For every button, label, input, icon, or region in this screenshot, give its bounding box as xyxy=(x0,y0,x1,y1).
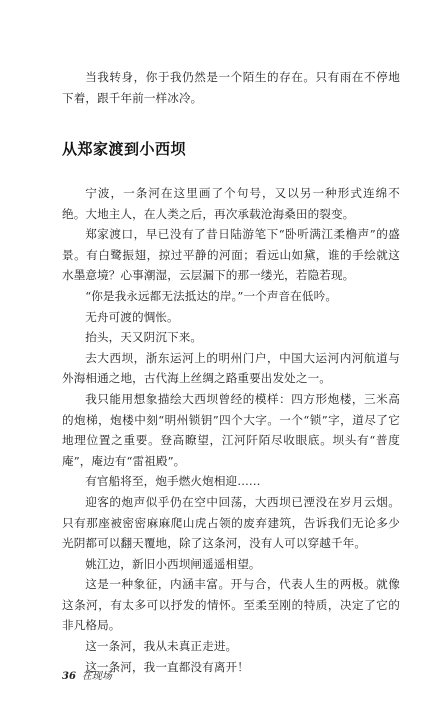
paragraph: 去大西坝，浙东运河上的明州门户，中国大运河内河航道与外海相通之地，古代海上丝绸之路重要出发处之一。 xyxy=(62,350,400,386)
paragraph: 迎客的炮声似乎仍在空中回荡，大西坝已湮没在岁月云烟。只有那座被密密麻麻爬山虎占领的废弃建筑，告诉我们无论多少光阴都可以翻天覆地，除了这条河，没有人可以穿越千年。 xyxy=(62,494,400,551)
paragraph: 我只能用想象描绘大西坝曾经的模样：四方形炮楼，三米高的炮梯，炮楼中刻“明州锁钥”四个大字。一个“锁”字，道尽了它地理位置之重要。登高瞭望，江河阡陌尽收眼底。坝头有“普度庵”，庵边有“雷祖殿”。 xyxy=(62,391,400,468)
paragraph: 宁波，一条河在这里画了个句号，又以另一种形式连绵不绝。大地主人，在人类之后，再次承载沧海桑田的裂变。 xyxy=(62,186,400,221)
paragraph: 姚江边，新旧小西坝闸遥遥相望。 xyxy=(85,556,261,571)
paragraph: 这一条河，我从未真正走进。 xyxy=(85,639,238,654)
intro-paragraph: 当我转身，你于我仍然是一个陌生的存在。只有雨在不停地下着，跟千年前一样冰冷。 xyxy=(62,70,400,105)
paragraph: 抬头，天又阴沉下来。 xyxy=(85,330,203,345)
running-title: 在现场 xyxy=(81,671,112,682)
paragraph: 郑家渡口，早已没有了昔日陆游笔下“卧听满江柔橹声”的盛景。有白鹭振翅，掠过平静的河面；看远山如黛，谁的手绘就这水墨意境？心事潮湿，云层漏下的那一缕光，若隐若现。 xyxy=(62,227,400,283)
page-footer xyxy=(62,667,112,682)
paragraph: “你是我永远都无法抵达的岸。”一个声音在低吟。 xyxy=(85,288,338,303)
paragraph: 这是一种象征，内涵丰富。开与合，代表人生的两极。就像这条河，有太多可以抒发的情怀。至柔至刚的特质，决定了它的非凡格局。 xyxy=(62,577,400,633)
body-text xyxy=(62,183,400,677)
intro-block xyxy=(62,67,400,108)
paragraph: 这一条河，我一直都没有离开！ xyxy=(85,659,249,674)
page-number: 36 xyxy=(62,671,76,682)
section-title: 从郑家渡到小西坝 xyxy=(62,140,187,158)
paragraph: 有官船将至，炮手燃火炮相迎…… xyxy=(85,474,261,489)
paragraph: 无舟可渡的惆怅。 xyxy=(85,309,179,324)
